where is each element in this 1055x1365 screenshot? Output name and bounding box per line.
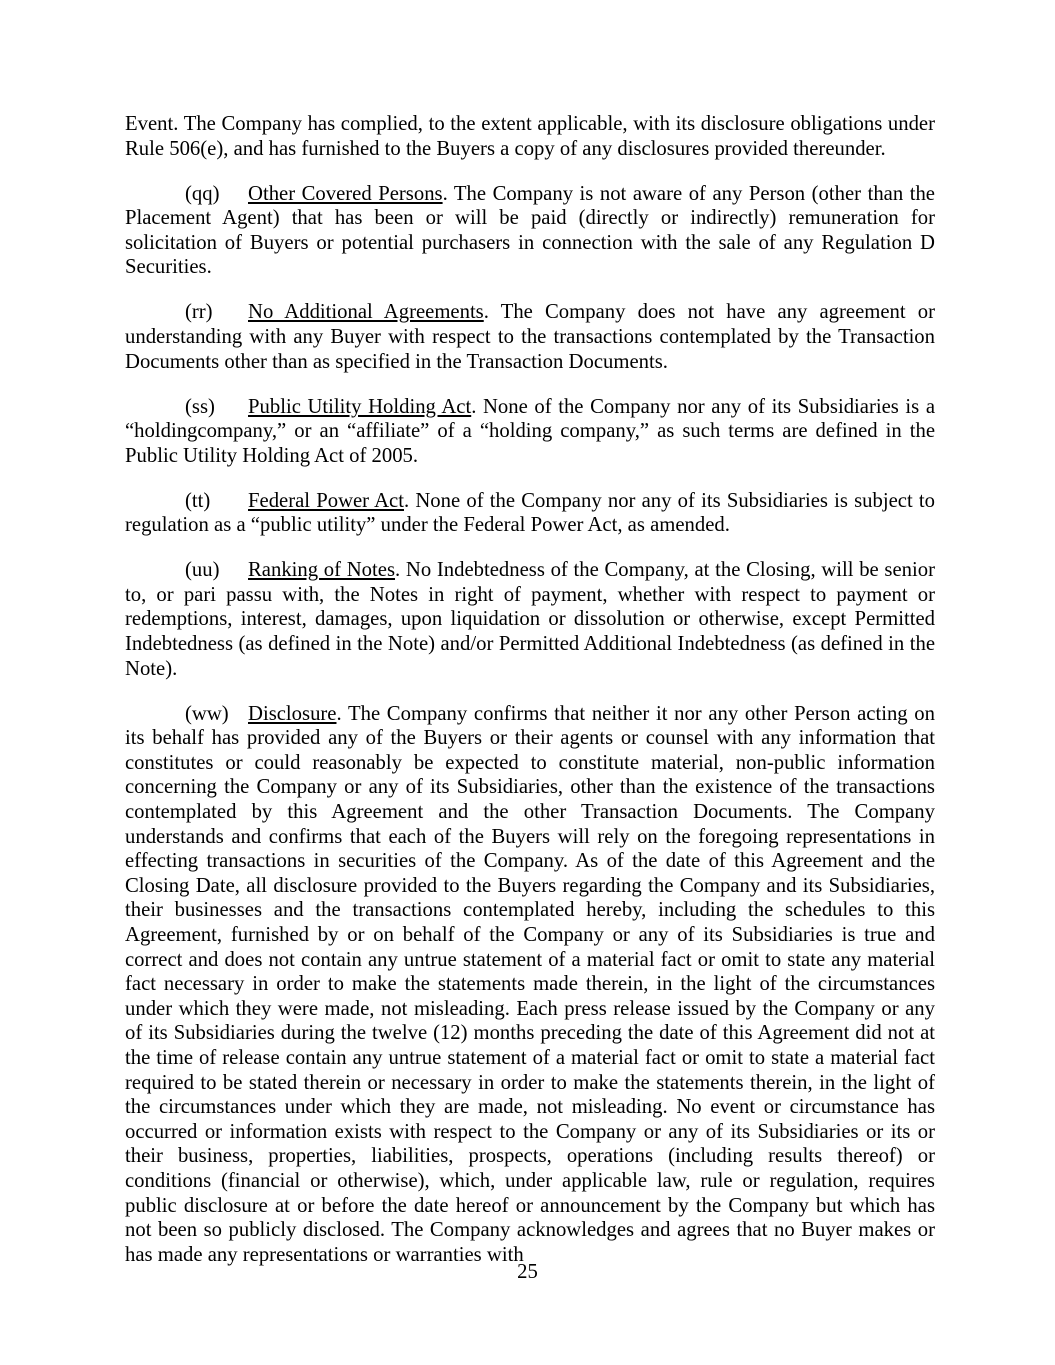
paragraph-text: . The Company does not have any agreement or understanding with any Buyer with respect to the transactions contemplated by the Transaction Documents other than as specified in the Transaction Documents. bbox=[125, 301, 935, 373]
paragraph-text: . None of the Company nor any of its Subsidiaries is subject to regulation as a “public utility” under the Federal Power Act, as amended. bbox=[125, 489, 935, 537]
section-paragraph-uu bbox=[125, 558, 935, 681]
paragraph-text: Event. The Company has complied, to the extent applicable, with its disclosure obligations under Rule 506(e), and has furnished to the Buyers a copy of any disclosures provided thereunder. bbox=[125, 113, 935, 160]
section-label: (uu) bbox=[185, 559, 220, 582]
document-body bbox=[125, 112, 935, 1288]
section-title: Disclosure bbox=[248, 702, 337, 725]
section-paragraph-qq bbox=[125, 182, 935, 280]
section-title: No Additional Agreements bbox=[248, 301, 484, 324]
paragraph-text: . The Company confirms that neither it nor any other Person acting on its behalf has provided any of the Buyers or their agents or counsel with any information that constitutes or could reasonably be expected to constitute material, non-public information concerning the Company or any of its Subsidiaries, other than the existence of the transactions contemplated by this Agreement and the other Transaction Documents. The Company understands and confirms that each of the Buyers will rely on the foregoing representations in effecting transactions in securities of the Company. As of the date of this Agreement and the Closing Date, all disclosure provided to the Buyers regarding the Company and its Subsidiaries, their businesses and the transactions contemplated hereby, including the schedules to this Agreement, furnished by or on behalf of the Company or any of its Subsidiaries is true and correct and does not contain any untrue statement of a material fact or omit to state any material fact necessary in order to make the statements made therein, in the light of the circumstances under which they were made, not misleading. Each press release issued by the Company or any of its Subsidiaries during the twelve (12) months preceding the date of this Agreement did not at the time of release contain any untrue statement of a material fact or omit to state a material fact required to be stated therein or necessary in order to make the statements therein, in the light of the circumstances under which they are made, not misleading. No event or circumstance has occurred or information exists with respect to the Company or any of its Subsidiaries or its or their business, properties, liabilities, prospects, operations (including results thereof) or conditions (financial or otherwise), which, under applicable law, rule or regulation, requires public disclosure at or before the date hereof or announcement by the Company but which has not been so publicly disclosed. The Company acknowledges and agrees that no Buyer makes or has made any representations or warranties with bbox=[125, 702, 935, 1266]
section-label: (rr) bbox=[185, 301, 213, 324]
section-label: (qq) bbox=[185, 182, 220, 205]
section-paragraph-tt bbox=[125, 489, 935, 538]
section-title: Public Utility Holding Act bbox=[248, 395, 472, 418]
section-paragraph-ss bbox=[125, 395, 935, 469]
section-label: (ww) bbox=[185, 702, 229, 725]
section-label: (ss) bbox=[185, 395, 215, 418]
paragraph-text: . The Company is not aware of any Person (other than the Placement Agent) that has been or will be paid (directly or indirectly) remuneration for solicitation of Buyers or potential purchasers in connection with the sale of any Regulation D Securities. bbox=[125, 182, 935, 279]
section-label: (tt) bbox=[185, 489, 211, 512]
continuation-paragraph bbox=[125, 112, 935, 161]
section-paragraph-rr bbox=[125, 300, 935, 374]
paragraph-text: . No Indebtedness of the Company, at the Closing, will be senior to, or pari passu with, the Notes in right of payment, whether with respect to payment or redemptions, interest, damages, upon liquidation or dissolution or otherwise, except Permitted Indebtedness (as defined in the Note) and/or Permitted Additional Indebtedness (as defined in the Note). bbox=[125, 559, 935, 680]
section-title: Federal Power Act bbox=[248, 489, 404, 512]
section-paragraph-ww bbox=[125, 702, 935, 1268]
section-title: Ranking of Notes bbox=[248, 559, 396, 582]
section-title: Other Covered Persons bbox=[248, 182, 443, 205]
page-number: 25 bbox=[517, 1261, 538, 1283]
paragraph-text: . None of the Company nor any of its Subsidiaries is a “holdingcompany,” or an “affiliate” of a “holding company,” as such terms are defined in the Public Utility Holding Act of 2005. bbox=[125, 395, 936, 467]
